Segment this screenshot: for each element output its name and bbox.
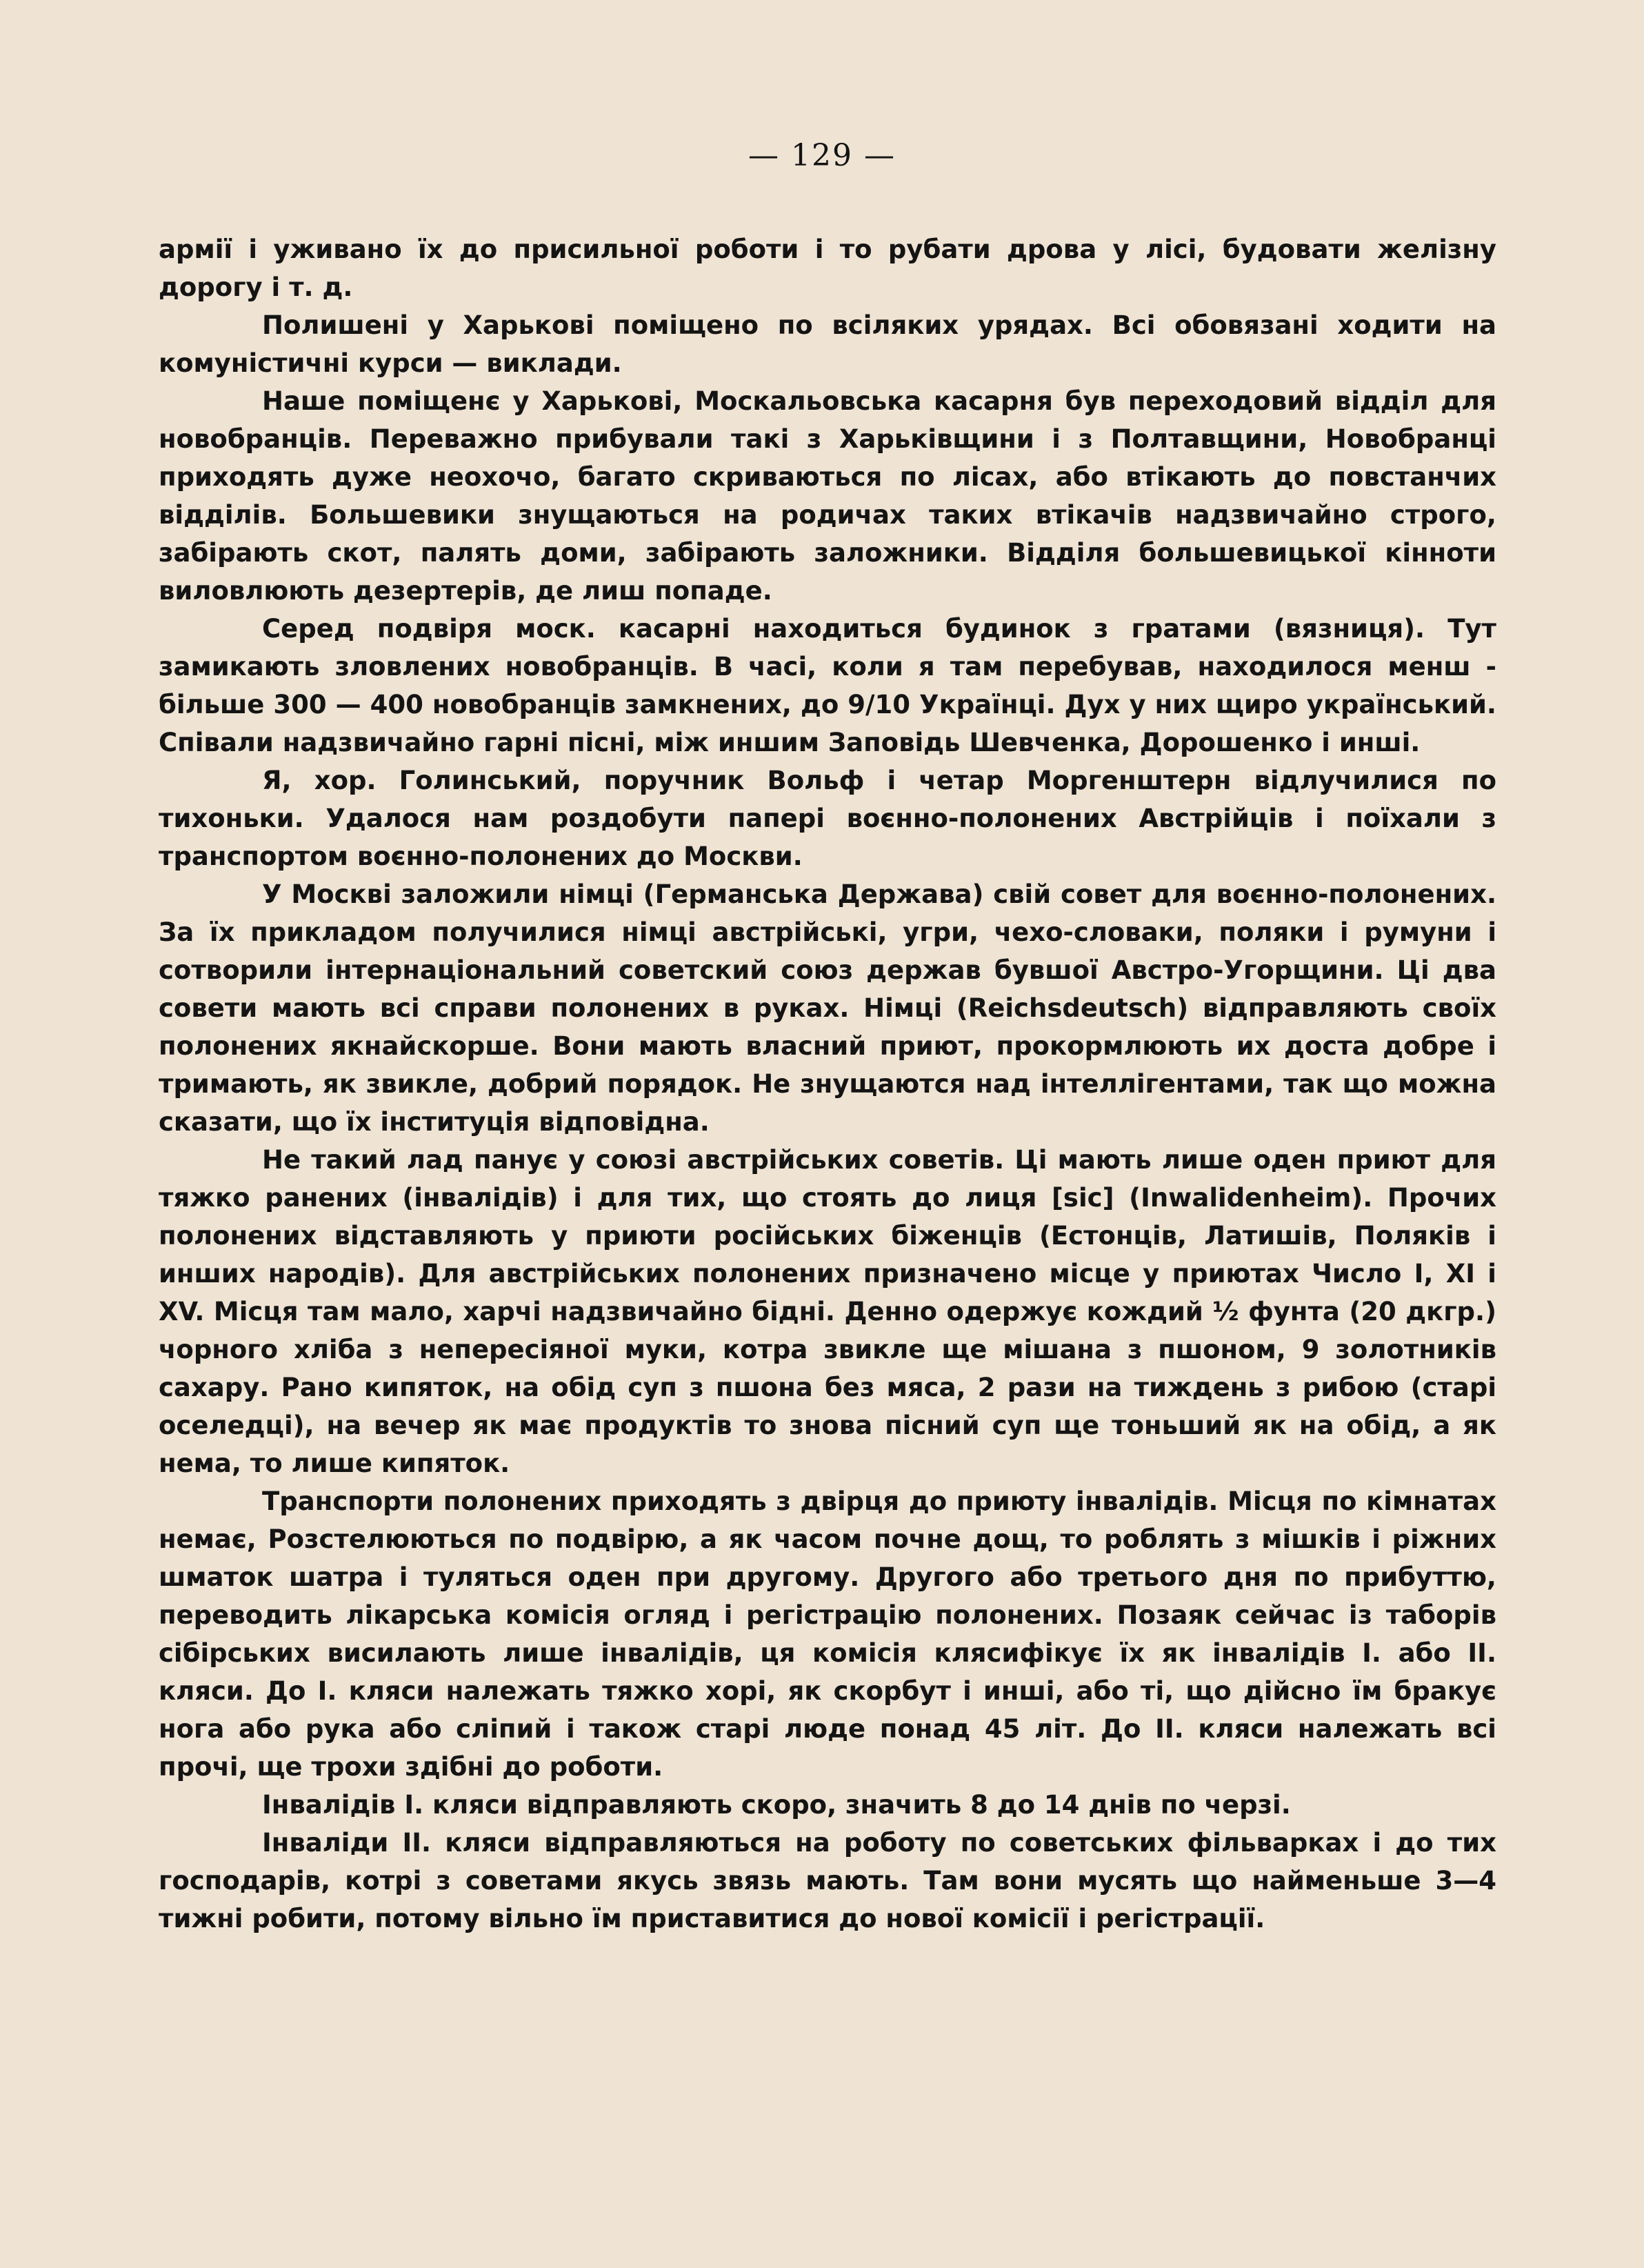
paragraph: армії і уживано їх до присильної роботи і то рубати дрова у лісі, будовати желізну дорогу і т. д. (159, 235, 1496, 302)
paragraph: Полишені у Харькові поміщено по всіляких урядах. Всі обовязані ходити на комуністичні курси — виклади. (159, 310, 1496, 378)
page-number: — 129 — (748, 138, 896, 173)
paragraph: Я, хор. Голинський, поручник Вольф і четар Моргенштерн відлучилися по тихоньки. Удалося нам роздобути папері воєнно-полонених Австрійців і поїхали з транспортом воєнно-полонених до Москви. (159, 766, 1496, 871)
paragraph: Не такий лад панує у союзі австрійських советів. Ці мають лише оден приют для тяжко ранених (інвалідів) і для тих, що стоять до лиця [sic] (Inwalidenheim). Прочих полонених відставляють у приюти російських біженців (Естонців, Латишів, Поляків і инших народів). Для австрійських полонених призначено місце у приютах Число I, XI і XV. Місця там мало, харчі надзвичайно бідні. Денно одержує кождий ½ фунта (20 дкгр.) чорного хліба з непересіяної муки, котра звикле ще мішана з пшоном, 9 золотників сахару. Рано кипяток, на обід суп з пшона без мяса, 2 рази на тиждень з рибою (старі оселедці), на вечер як має продуктів то знова пісний суп ще тоньший як на обід, а як нема, то лише кипяток. (159, 1145, 1496, 1478)
paragraph: Інваліди ІІ. кляси відправляються на роботу по советських фільварках і до тих господарів, котрі з советами якусь звязь мають. Там вони мусять що найменьше 3—4 тижні робити, потому вільно їм приставитися до нової комісії і регістрації. (159, 1828, 1496, 1933)
body-text (159, 230, 1496, 1938)
paragraph: Наше поміщенє у Харькові, Москальовська касарня був переходовий відділ для новобранців. Переважно прибували такі з Харьківщини і з Полтавщини, Новобранці приходять дуже неохочо, багато скриваються по лісах, або втікають до повстанчих відділів. Большевики знущаються на родичах таких втікачів надзвичайно строго, забірають скот, палять доми, забірають заложники. Відділя большевицької кінноти виловлюють дезертерів, де лиш попаде. (159, 386, 1496, 606)
paragraph: Транспорти полонених приходять з двірця до приюту інвалідів. Місця по кімнатах немає, Розстелюються по подвірю, а як часом почне дощ, то роблять з мішків і ріжних шматок шатра і туляться оден при другому. Другого або третього дня по прибуттю, переводить лікарська комісія огляд і регістрацію полонених. Позаяк сейчас із таборів сібірських висилають лише інвалідів, ця комісія клясифікує їх як інвалідів І. або ІІ. кляси. До І. кляси належать тяжко хорі, як скорбут і инші, або ті, що дійсно їм бракує нога або рука або сліпий і також старі люде понад 45 літ. До ІІ. кляси належать всі прочі, ще трохи здібні до роботи. (159, 1486, 1496, 1782)
paragraph: Серед подвіря моск. касарні находиться будинок з гратами (вязниця). Тут замикають зловлених новобранців. В часі, коли я там перебував, находилося менш - більше 300 — 400 новобранців замкнених, до 9/10 Українці. Дух у них щиро український. Співали надзвичайно гарні пісні, між иншим Заповідь Шевченка, Дорошенко і инші. (159, 614, 1496, 757)
paragraph: У Москві заложили німці (Германська Держава) свій совет для воєнно-полонених. За їх прикладом получилися німці австрійські, угри, чехо-словаки, поляки і румуни і сотворили інтернаціональний советский союз держав бувшої Австро-Угорщини. Ці два совети мають всі справи полонених в руках. Німці (Reichsdeutsch) відправляють своїх полонених якнайскорше. Вони мають власний приют, прокормлюють их доста добре і тримають, як звикле, добрий порядок. Не знущаются над інтеллігентами, так що можна сказати, що їх інституція відповідна. (159, 879, 1496, 1137)
paragraph: Інвалідів І. кляси відправляють скоро, значить 8 до 14 днів по черзі. (262, 1790, 1291, 1820)
